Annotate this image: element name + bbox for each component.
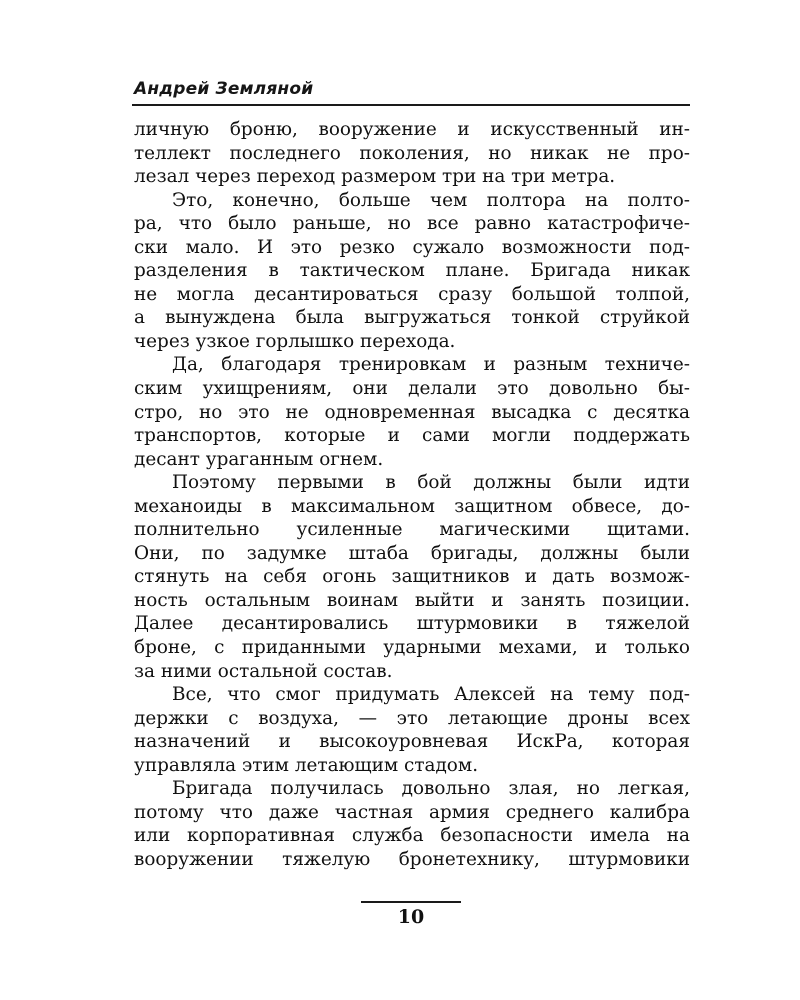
header-rule [132,104,690,106]
text-line: лезал через переход размером три на три метра. [134,166,616,188]
text-line: механоиды в максимальном защитном обвесе, до- [134,495,690,517]
text-line: ским ухищрениям, они делали это довольно бы- [134,378,690,400]
text-line: вооружении тяжелую бронетехнику, штурмовики [134,848,690,870]
text-line: через узкое горлышко перехода. [134,330,456,352]
text-line: Бригада получилась довольно злая, но легкая, [172,778,690,800]
body-text [134,118,690,872]
text-line: Они, по задумке штаба бригады, должны были [134,542,690,564]
text-line: а вынуждена была выгружаться тонкой струйкой [134,307,690,329]
page-number: 10 [397,906,425,928]
text-line: транспортов, которые и сами могли поддержать [134,425,690,447]
text-line: Да, благодаря тренировкам и разным техниче- [172,354,690,376]
text-line: ность остальным воинам выйти и занять позиции. [134,589,690,611]
text-line: ски мало. И это резко сужало возможности под- [134,236,690,258]
text-line: десант ураганным огнем. [134,448,384,470]
text-line: Поэтому первыми в бой должны были идти [172,472,690,494]
text-line: разделения в тактическом плане. Бригада никак [134,260,690,282]
text-line: ра, что было раньше, но все равно катастрофиче- [134,213,690,235]
text-line: за ними остальной состав. [134,660,393,682]
text-line: держки с воздуха, — это летающие дроны всех [134,707,690,729]
text-line: Это, конечно, больше чем полтора на полто- [172,189,690,211]
text-line: теллект последнего поколения, но никак не про- [134,142,690,164]
running-head-author: Андрей Земляной [134,79,314,99]
text-line: Все, что смог придумать Алексей на тему под- [172,684,690,706]
text-line: или корпоративная служба безопасности имела на [134,825,690,847]
text-line: не могла десантироваться сразу большой толпой, [134,283,690,305]
text-line: назначений и высокоуровневая ИскРа, которая [134,731,690,753]
footer-rule [361,901,461,903]
text-line: потому что даже частная армия среднего калибра [134,801,690,823]
text-line: броне, с приданными ударными мехами, и только [134,637,690,659]
text-line: управляла этим летающим стадом. [134,754,479,776]
text-line: Далее десантировались штурмовики в тяжелой [134,613,690,635]
text-line: полнительно усиленные магическими щитами. [134,519,690,541]
text-line: стро, но это не одновременная высадка с десятка [134,401,690,423]
text-line: личную броню, вооружение и искусственный ин- [134,119,690,140]
text-line: стянуть на себя огонь защитников и дать возмож- [134,566,690,588]
